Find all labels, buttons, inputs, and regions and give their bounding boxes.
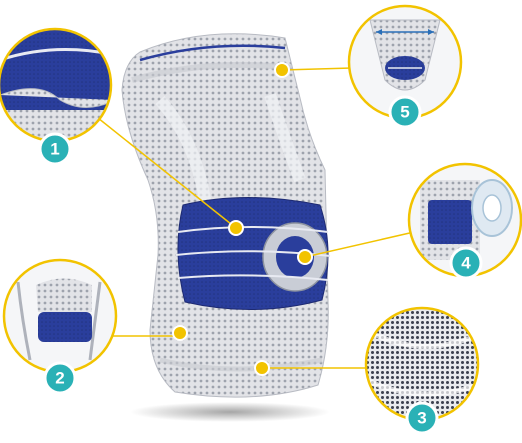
badge-2 — [45, 363, 75, 393]
badge-5 — [390, 97, 420, 127]
callout-dot-1 — [229, 221, 243, 235]
callout-dot-5 — [275, 63, 289, 77]
badge-4 — [451, 248, 481, 278]
detail-circle-2 — [0, 258, 120, 378]
callout-dot-3 — [255, 361, 269, 375]
detail-circle-1 — [0, 28, 115, 150]
callout-dot-4 — [298, 250, 312, 264]
badge-number: 1 — [50, 139, 60, 159]
badge-1 — [40, 134, 70, 164]
badge-number: 4 — [461, 253, 471, 273]
badge-number: 3 — [417, 408, 427, 428]
badge-number: 2 — [55, 368, 65, 388]
badge-number: 5 — [400, 102, 410, 122]
knee-brace — [122, 34, 330, 397]
badge-3 — [407, 403, 437, 433]
floor-shadow — [130, 402, 330, 422]
callout-dot-2 — [173, 326, 187, 340]
